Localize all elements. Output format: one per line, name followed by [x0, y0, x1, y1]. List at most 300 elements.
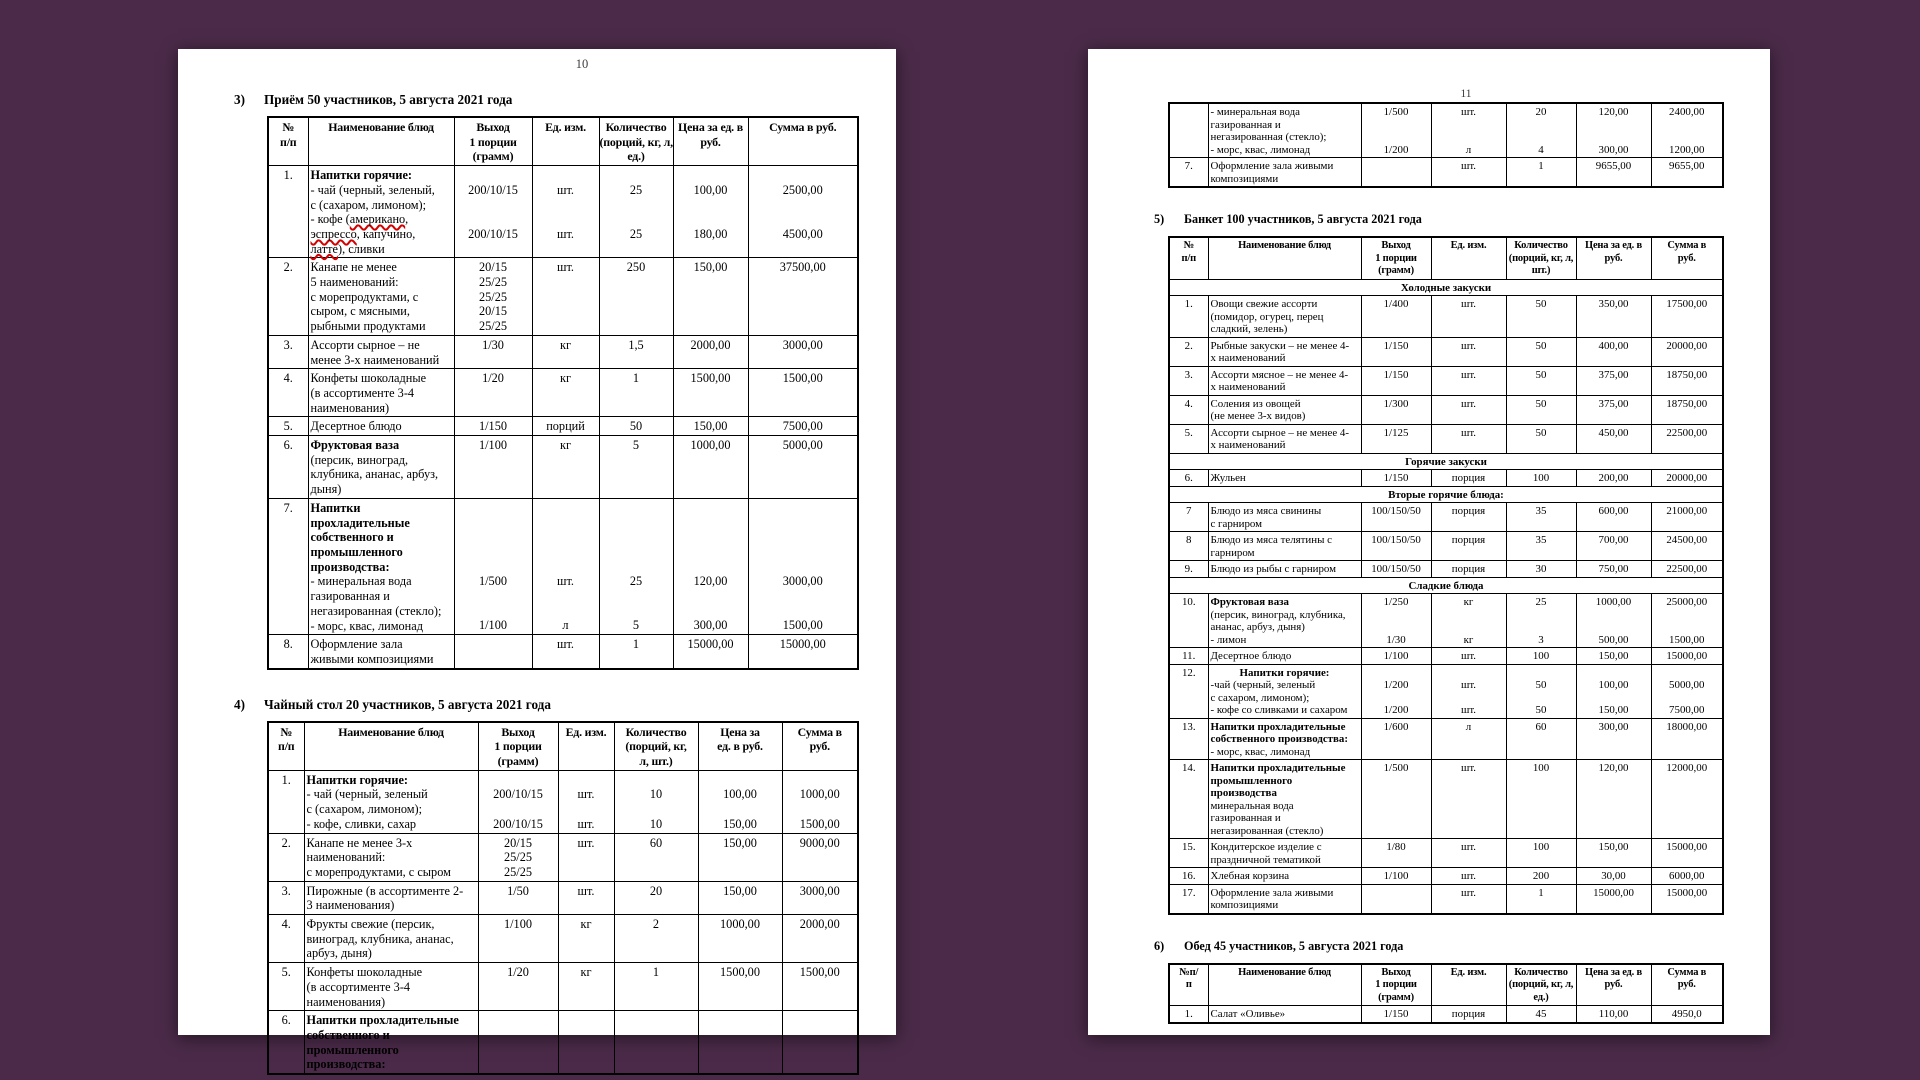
text-line: Канапе не менее 3-х: [306, 835, 413, 850]
text-line: [751, 198, 856, 213]
text-line: [751, 560, 856, 575]
column-header: [1169, 237, 1208, 279]
text-line: 150,00: [1598, 650, 1629, 662]
row-number-cell: [1169, 470, 1208, 487]
text-line: [1654, 131, 1721, 144]
text-line: Сумма в руб.: [769, 120, 837, 134]
text-line: рыбными продуктами: [310, 319, 426, 334]
dish-name-cell: [1208, 366, 1361, 395]
value-cell: [1361, 470, 1431, 487]
text-line: с морепродуктами, с сыром: [306, 864, 451, 879]
text-line: ананас, арбуз, дыня): [1210, 621, 1305, 633]
dish-name-cell: [308, 258, 454, 336]
value-cell: [698, 770, 782, 833]
text-line: [1579, 119, 1649, 132]
tea-table-20-table: [267, 721, 859, 1075]
text-line: 120,00: [1598, 762, 1629, 774]
text-line: (грамм): [472, 149, 514, 164]
text-line: 25: [629, 182, 643, 197]
text-line: Соления из овощей: [1210, 397, 1301, 410]
value-cell: [1506, 664, 1576, 718]
text-line: - кофе, сливки, сахар: [306, 816, 417, 831]
table-row: [268, 1011, 858, 1074]
text-line: 3 наименования): [306, 898, 395, 913]
table-row: [268, 963, 858, 1011]
text-line: 300,00: [1598, 143, 1629, 156]
text-line: 1500,00: [782, 371, 823, 386]
text-line: - морс, квас, лимонад: [1210, 745, 1311, 758]
value-cell: [1431, 839, 1506, 868]
text-line: (в ассортименте 3-4: [306, 979, 411, 994]
value-cell: [698, 1011, 782, 1074]
value-cell: [599, 417, 673, 436]
text-line: руб.: [1604, 252, 1623, 264]
text-line: 25/25: [503, 850, 532, 865]
text-line: (грамм): [497, 754, 539, 769]
value-cell: [1576, 366, 1651, 395]
text-line: 50: [1535, 397, 1547, 410]
value-cell: [614, 915, 698, 963]
heading-text: Приём 50 участников, 5 августа 2021 года: [264, 92, 513, 107]
column-header: [1506, 964, 1576, 1006]
text-line: 1 порции: [469, 134, 517, 149]
text-line: [457, 168, 530, 183]
text-line: [785, 802, 856, 817]
text-line: латте), сливки: [310, 241, 385, 256]
text-line: 20000,00: [1666, 472, 1708, 484]
heading-number: 3): [234, 92, 245, 107]
text-line: клубника, ананас, арбуз,: [310, 467, 439, 482]
text-line: Вторые горячие блюда:: [1388, 488, 1504, 501]
text-line: Напитки горячие:: [1239, 666, 1330, 679]
dish-name-cell: [1208, 561, 1361, 578]
value-cell: [673, 417, 748, 436]
text-line: [1654, 692, 1721, 705]
value-cell: [1431, 366, 1506, 395]
text-line: 350,00: [1598, 298, 1629, 310]
row-number-cell: [1169, 103, 1208, 158]
value-cell: [454, 166, 532, 258]
table-row: [268, 498, 858, 634]
text-line: [751, 604, 856, 619]
text-line: порция: [1451, 505, 1486, 517]
spellcheck-wavy-underline: латте: [310, 241, 338, 256]
table-row: [268, 369, 858, 417]
text-line: 1000,00: [1595, 596, 1632, 608]
text-line: с (сахаром, лимоном);: [310, 197, 427, 212]
text-line: Напитки прохладительные: [1210, 762, 1346, 774]
value-cell: [673, 635, 748, 669]
text-line: (порций, кг,: [625, 739, 687, 754]
text-line: [1172, 106, 1206, 119]
table-row: [1169, 279, 1723, 296]
text-line: (грамм): [1378, 265, 1414, 276]
text-line: 375,00: [1598, 397, 1629, 410]
dish-name-cell: [308, 436, 454, 499]
text-line: 1200,00: [1669, 143, 1705, 156]
text-line: шт.: [1460, 762, 1477, 774]
value-cell: [1651, 366, 1723, 395]
text-line: Кондитерское изделие с: [1210, 841, 1322, 853]
value-cell: [1361, 103, 1431, 158]
text-line: Напитки горячие:: [306, 772, 408, 787]
column-header: [673, 117, 748, 166]
text-line: [457, 198, 530, 213]
text-line: 50: [1535, 339, 1547, 352]
row-number-cell: [268, 963, 304, 1011]
text-line: 20/15: [478, 304, 507, 319]
text-line: 2400,00: [1669, 106, 1705, 118]
text-line: 100: [1532, 841, 1550, 853]
text-line: шт.: [1460, 426, 1477, 439]
text-line: 1000,00: [720, 917, 760, 932]
text-line: [561, 802, 612, 817]
text-line: [617, 802, 696, 817]
column-header: [1506, 237, 1576, 279]
table-row: [268, 436, 858, 499]
text-line: 1 порции: [1375, 979, 1417, 990]
row-number-cell: [1169, 424, 1208, 453]
text-line: праздничной тематикой: [1210, 853, 1321, 866]
text-line: - лимон: [1210, 633, 1247, 646]
text-line: Сумма в: [1667, 240, 1707, 251]
value-cell: [1651, 337, 1723, 366]
value-cell: [1576, 561, 1651, 578]
text-line: [457, 560, 530, 575]
text-line: дыня): [310, 482, 342, 497]
value-cell: [782, 881, 858, 914]
value-cell: [748, 166, 858, 258]
text-line: [1509, 119, 1574, 132]
text-line: Оформление зала: [310, 637, 403, 652]
value-cell: [748, 635, 858, 669]
text-line: Цена за ед. в: [1584, 240, 1642, 251]
row-number-cell: [268, 369, 308, 417]
text-line: [676, 530, 746, 545]
text-line: [535, 560, 597, 575]
value-cell: [1506, 366, 1576, 395]
text-line: шт.: [1460, 650, 1477, 662]
text-line: [751, 501, 856, 516]
column-header: [1208, 964, 1361, 1006]
text-line: 4.: [1184, 397, 1193, 410]
text-line: 1/30: [482, 337, 504, 352]
text-line: 2.: [1184, 339, 1193, 352]
text-line: Десертное блюдо: [310, 419, 402, 434]
text-line: 5: [632, 438, 640, 453]
text-line: 600,00: [1598, 505, 1629, 517]
value-cell: [673, 335, 748, 368]
text-line: шт.: [1460, 841, 1477, 853]
text-line: [457, 637, 530, 652]
section-row: [1169, 279, 1723, 296]
text-line: Выход: [1381, 240, 1411, 251]
value-cell: [1651, 868, 1723, 885]
text-line: [457, 516, 530, 531]
text-line: руб.: [700, 134, 721, 149]
text-line: шт.): [1531, 265, 1551, 276]
text-line: 7500,00: [782, 419, 823, 434]
text-line: производства: [1210, 787, 1277, 799]
text-line: негазированная (стекло);: [1210, 131, 1327, 143]
text-line: собственного производства:: [1210, 733, 1348, 745]
text-line: 5.: [283, 419, 293, 434]
text-line: шт.: [1460, 886, 1477, 899]
text-line: шт.: [1460, 339, 1477, 352]
value-cell: [532, 635, 599, 669]
table-row: [268, 258, 858, 336]
text-line: 16.: [1181, 870, 1196, 882]
value-cell: [1431, 470, 1506, 487]
text-line: Оформление зала живыми: [1210, 886, 1334, 899]
text-line: 120,00: [1598, 106, 1629, 118]
dish-name-cell: [308, 335, 454, 368]
dish-name-cell: [1208, 1006, 1361, 1023]
dish-name-cell: [308, 417, 454, 436]
value-cell: [599, 335, 673, 368]
value-cell: [1506, 760, 1576, 839]
continuation-table: [1168, 102, 1724, 188]
text-line: газированная и: [1210, 812, 1281, 824]
heading-text: Чайный стол 20 участников, 5 августа 2021 года: [264, 696, 551, 712]
text-line: 24500,00: [1666, 534, 1708, 546]
text-line: шт.: [1460, 704, 1477, 716]
text-line: [561, 773, 612, 788]
text-line: ед. в руб.: [717, 739, 763, 754]
text-line: Салат «Оливье»: [1210, 1008, 1286, 1020]
column-header: [1651, 237, 1723, 279]
column-header: [532, 117, 599, 166]
text-line: 150,00: [1598, 704, 1629, 716]
value-cell: [1361, 648, 1431, 665]
text-line: Жульен: [1210, 472, 1246, 484]
value-cell: [1431, 718, 1506, 760]
section-heading: [234, 697, 857, 713]
text-line: 37500,00: [779, 260, 826, 275]
value-cell: [1576, 470, 1651, 487]
spellcheck-wavy-underline: американо: [349, 212, 406, 227]
column-header: [268, 117, 308, 166]
table-row: [268, 770, 858, 833]
value-cell: [558, 833, 614, 881]
value-cell: [1651, 839, 1723, 868]
value-cell: [614, 833, 698, 881]
text-line: кг: [559, 438, 572, 453]
text-line: [1579, 621, 1649, 634]
row-number-cell: [1169, 395, 1208, 424]
text-line: 450,00: [1598, 426, 1629, 439]
value-cell: [1576, 760, 1651, 839]
value-cell: [1431, 503, 1506, 532]
text-line: шт.: [557, 182, 574, 197]
text-line: 1/30: [1386, 633, 1406, 646]
row-number-cell: [1169, 337, 1208, 366]
table-row: [1169, 664, 1723, 718]
value-cell: [782, 915, 858, 963]
value-cell: [1431, 648, 1506, 665]
text-line: 1: [632, 637, 640, 652]
text-line: (порций, кг, л,: [1508, 252, 1574, 264]
table-row: [1169, 561, 1723, 578]
text-line: [701, 773, 780, 788]
text-line: (порций, кг, л,: [599, 134, 673, 149]
row-number-cell: [268, 1011, 304, 1074]
table-row: [1169, 337, 1723, 366]
value-cell: [1576, 395, 1651, 424]
text-line: - морс, квас, лимонад: [310, 618, 423, 633]
text-line: с сахаром, лимоном);: [1210, 691, 1310, 704]
text-line: [1654, 621, 1721, 634]
value-cell: [1361, 594, 1431, 648]
text-line: шт.: [577, 883, 595, 898]
row-number-cell: [268, 635, 308, 669]
table-row: [1169, 648, 1723, 665]
value-cell: [1651, 470, 1723, 487]
text-line: [676, 560, 746, 575]
text-line: 1/100: [478, 438, 507, 453]
text-line: №: [280, 724, 293, 739]
text-line: 1: [652, 965, 660, 980]
text-line: [457, 545, 530, 560]
text-line: 21000,00: [1666, 505, 1708, 517]
text-line: л: [562, 618, 569, 633]
text-line: 1/80: [1386, 841, 1406, 853]
text-line: - чай (черный, зеленый: [306, 787, 428, 802]
value-cell: [782, 963, 858, 1011]
text-line: Фруктовая ваза: [310, 438, 400, 453]
value-cell: [599, 498, 673, 634]
value-cell: [1651, 594, 1723, 648]
text-line: шт.: [577, 816, 595, 831]
text-line: Оформление зала живыми: [1210, 160, 1334, 172]
text-line: 750,00: [1598, 563, 1629, 575]
text-line: шт.: [1460, 298, 1477, 310]
dish-name-cell: [308, 166, 454, 258]
row-number-cell: [268, 436, 308, 499]
value-cell: [1431, 395, 1506, 424]
section-heading: [1154, 939, 1724, 954]
text-line: 5.: [1184, 426, 1193, 439]
text-line: руб.: [809, 739, 830, 754]
value-cell: [1506, 503, 1576, 532]
text-line: - минеральная вода: [1210, 106, 1300, 118]
text-line: [676, 168, 746, 183]
text-line: п: [1185, 979, 1192, 990]
text-line: [602, 545, 671, 560]
value-cell: [1431, 868, 1506, 885]
text-line: 1/200: [1383, 679, 1409, 691]
text-line: 1500,00: [1669, 633, 1705, 646]
text-line: 1: [1538, 160, 1544, 172]
value-cell: [1361, 561, 1431, 578]
text-line: [535, 545, 597, 560]
text-line: 200,00: [1598, 472, 1629, 484]
text-line: Канапе не менее: [310, 260, 397, 275]
value-cell: [698, 881, 782, 914]
text-line: [1364, 131, 1429, 144]
text-line: 2.: [281, 835, 291, 850]
text-line: 15000,00: [1593, 886, 1634, 899]
row-number-cell: [268, 881, 304, 914]
table-row: [1169, 366, 1723, 395]
text-line: х наименований: [1210, 352, 1286, 364]
value-cell: [748, 335, 858, 368]
text-line: [457, 589, 530, 604]
value-cell: [1651, 103, 1723, 158]
column-header: [558, 722, 614, 771]
text-line: [602, 198, 671, 213]
dish-name-cell: [1208, 718, 1361, 760]
text-line: [457, 212, 530, 227]
text-line: 15000,00: [1666, 841, 1708, 853]
text-line: 7: [1186, 505, 1192, 517]
text-line: с морепродуктами, с: [310, 289, 419, 304]
value-cell: [1651, 648, 1723, 665]
value-cell: [1651, 296, 1723, 338]
heading-number: 4): [234, 696, 245, 712]
value-cell: [782, 833, 858, 881]
text-line: [676, 242, 746, 257]
text-line: собственного и: [306, 1027, 390, 1042]
text-line: [1364, 667, 1429, 680]
row-number-cell: [268, 498, 308, 634]
text-line: негазированная (стекло): [1210, 824, 1324, 837]
value-cell: [1361, 868, 1431, 885]
text-line: Блюдо из рыбы с гарниром: [1210, 563, 1337, 575]
text-line: х наименований: [1210, 381, 1286, 393]
text-line: [1509, 667, 1574, 680]
text-line: [617, 773, 696, 788]
text-line: композициями: [1210, 172, 1279, 185]
text-line: [1434, 667, 1504, 680]
table-row: [1169, 839, 1723, 868]
text-line: [602, 560, 671, 575]
text-line: 35: [1535, 534, 1547, 546]
text-line: шт.: [577, 835, 595, 850]
text-line: Наименование блюд: [1238, 240, 1331, 251]
column-header: [698, 722, 782, 771]
text-line: живыми композициями: [310, 651, 434, 666]
value-cell: [1576, 594, 1651, 648]
value-cell: [599, 166, 673, 258]
dish-name-cell: [1208, 158, 1361, 188]
text-line: 25: [629, 574, 643, 589]
text-line: 1.: [1184, 298, 1193, 310]
text-line: [1364, 609, 1429, 622]
table-row: [1169, 395, 1723, 424]
value-cell: [1361, 158, 1431, 188]
text-line: 8: [1186, 534, 1192, 546]
text-line: порция: [1451, 1008, 1486, 1020]
value-cell: [1361, 296, 1431, 338]
value-cell: [1651, 503, 1723, 532]
value-cell: [1576, 158, 1651, 188]
table-row: [1169, 1006, 1723, 1023]
column-header: [1431, 964, 1506, 1006]
table-row: [1169, 718, 1723, 760]
text-line: Количество: [605, 120, 667, 134]
text-line: минеральная вода: [1210, 799, 1294, 812]
dish-name-cell: [304, 833, 478, 881]
text-line: [751, 212, 856, 227]
text-line: Напитки горячие:: [310, 168, 412, 183]
text-line: [457, 242, 530, 257]
dish-name-cell: [1208, 760, 1361, 839]
text-line: [457, 501, 530, 516]
value-cell: [599, 635, 673, 669]
text-line: шт.: [1460, 397, 1477, 410]
value-cell: [1651, 561, 1723, 578]
